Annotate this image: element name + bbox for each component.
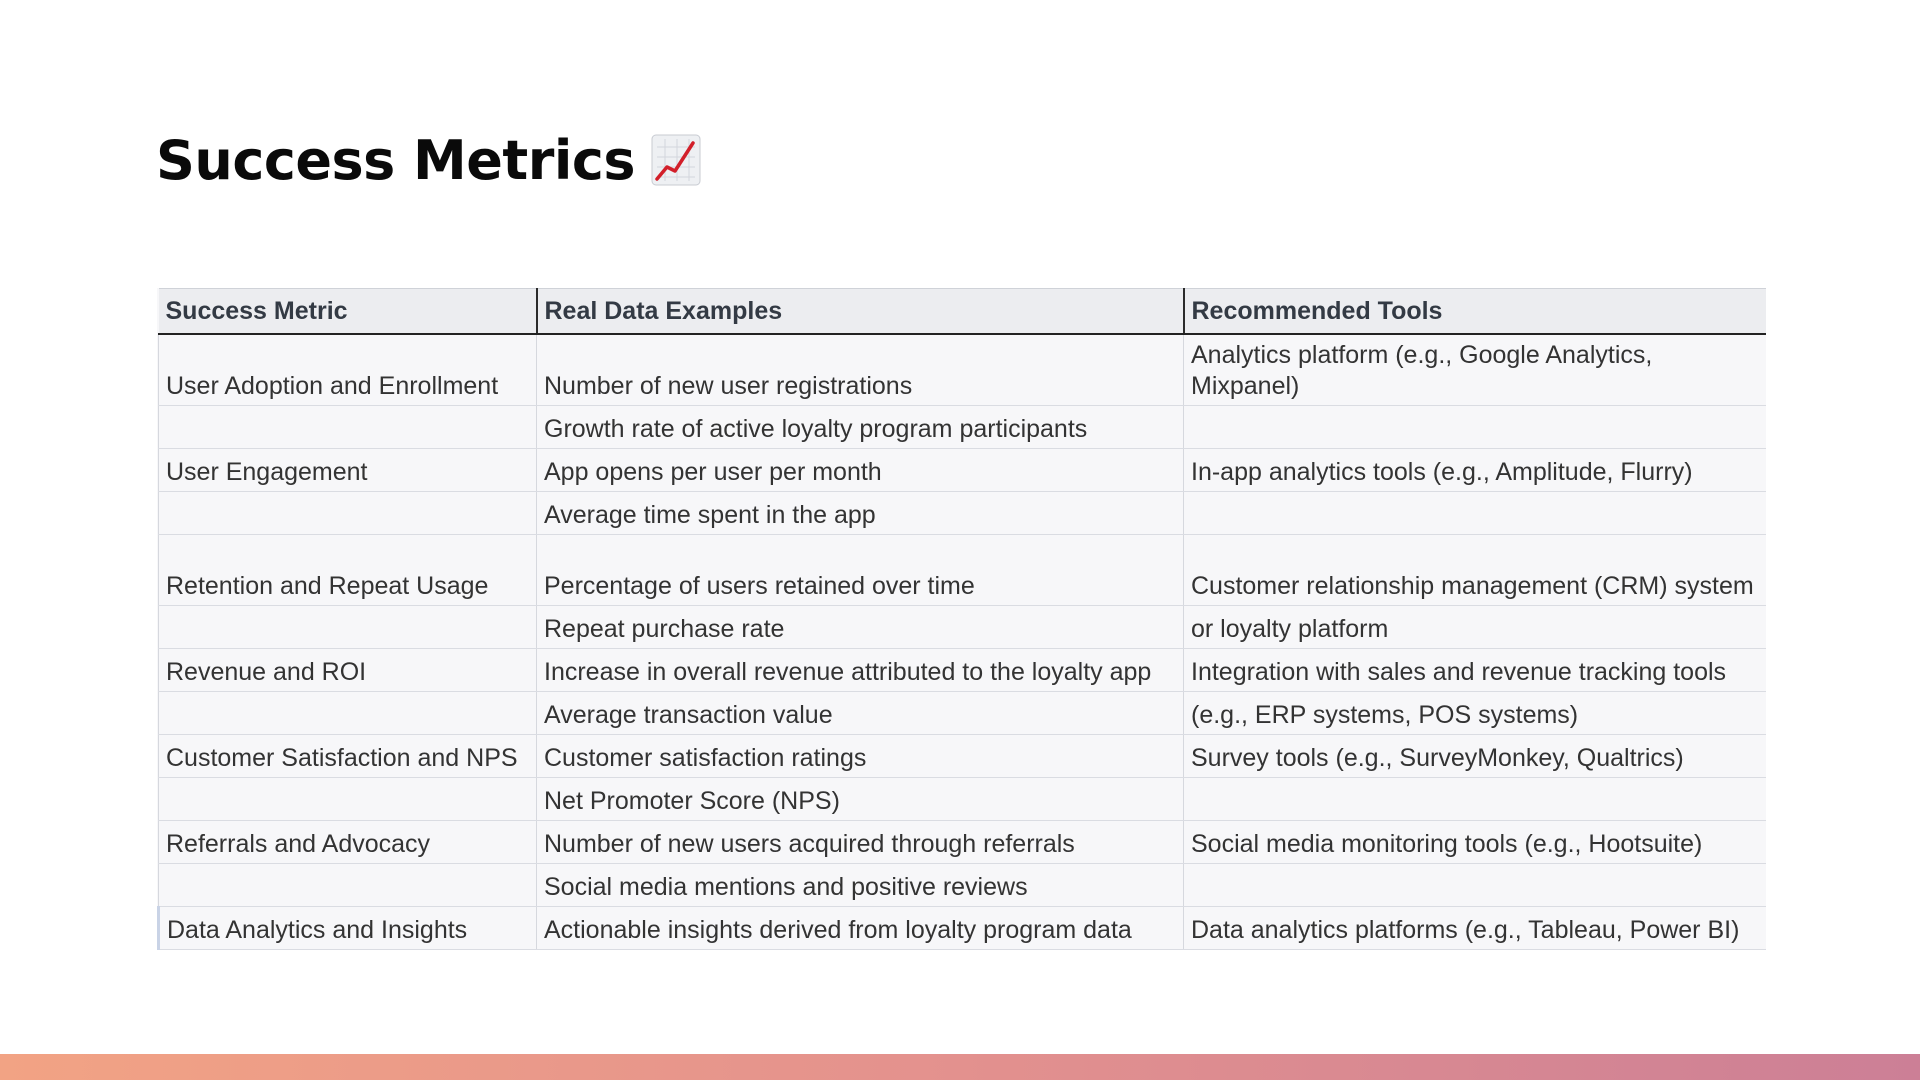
metric-cell: Customer Satisfaction and NPS: [159, 735, 537, 778]
table-header-row: [159, 289, 1766, 335]
metric-cell: Referrals and Advocacy: [159, 821, 537, 864]
example-cell: Customer satisfaction ratings: [537, 735, 1184, 778]
table-row: [159, 406, 1766, 449]
metric-cell: [159, 778, 537, 821]
tool-cell: (e.g., ERP systems, POS systems): [1184, 692, 1766, 735]
table-row: [159, 864, 1766, 907]
example-cell: Net Promoter Score (NPS): [537, 778, 1184, 821]
example-cell: App opens per user per month: [537, 449, 1184, 492]
table-row: [159, 735, 1766, 778]
tool-cell: In-app analytics tools (e.g., Amplitude, Flurry): [1184, 449, 1766, 492]
table-row: [159, 334, 1766, 406]
example-cell: Number of new users acquired through referrals: [537, 821, 1184, 864]
table-row: [159, 449, 1766, 492]
tool-cell: Social media monitoring tools (e.g., Hootsuite): [1184, 821, 1766, 864]
header-recommended-tools: Recommended Tools: [1184, 289, 1766, 335]
metric-cell: Retention and Repeat Usage: [159, 535, 537, 606]
metric-cell: User Engagement: [159, 449, 537, 492]
tool-cell: [1184, 492, 1766, 535]
table-row: [159, 907, 1766, 950]
metric-cell: [159, 492, 537, 535]
tool-cell: Survey tools (e.g., SurveyMonkey, Qualtrics): [1184, 735, 1766, 778]
tool-cell: Analytics platform (e.g., Google Analytics, Mixpanel): [1184, 334, 1766, 406]
example-cell: Percentage of users retained over time: [537, 535, 1184, 606]
tool-cell: Data analytics platforms (e.g., Tableau, Power BI): [1184, 907, 1766, 950]
example-cell: Number of new user registrations: [537, 334, 1184, 406]
example-cell: Increase in overall revenue attributed to the loyalty app: [537, 649, 1184, 692]
tool-cell: [1184, 406, 1766, 449]
example-cell: Actionable insights derived from loyalty program data: [537, 907, 1184, 950]
table-row: [159, 535, 1766, 606]
table-row: [159, 821, 1766, 864]
header-success-metric: Success Metric: [159, 289, 537, 335]
accent-gradient-bar: [0, 1054, 1920, 1080]
chart-increasing-icon: [651, 133, 701, 187]
example-cell: Average time spent in the app: [537, 492, 1184, 535]
example-cell: Average transaction value: [537, 692, 1184, 735]
table-row: [159, 606, 1766, 649]
table-row: [159, 778, 1766, 821]
table-row: [159, 492, 1766, 535]
tool-cell: [1184, 864, 1766, 907]
tool-cell: Customer relationship management (CRM) system: [1184, 535, 1766, 606]
table-row: [159, 649, 1766, 692]
tool-cell: Integration with sales and revenue tracking tools: [1184, 649, 1766, 692]
metric-cell: [159, 692, 537, 735]
example-cell: Repeat purchase rate: [537, 606, 1184, 649]
title-row: [156, 120, 701, 200]
example-cell: Social media mentions and positive reviews: [537, 864, 1184, 907]
metric-cell: User Adoption and Enrollment: [159, 334, 537, 406]
metric-cell: Data Analytics and Insights: [159, 907, 537, 950]
metric-cell: [159, 864, 537, 907]
metric-cell: [159, 406, 537, 449]
tool-cell: [1184, 778, 1766, 821]
metrics-table-container: [157, 288, 1764, 950]
metric-cell: Revenue and ROI: [159, 649, 537, 692]
metrics-table: [157, 288, 1766, 950]
header-real-data-examples: Real Data Examples: [537, 289, 1184, 335]
tool-cell: or loyalty platform: [1184, 606, 1766, 649]
table-row: [159, 692, 1766, 735]
page-title: Success Metrics: [156, 128, 636, 192]
metric-cell: [159, 606, 537, 649]
example-cell: Growth rate of active loyalty program participants: [537, 406, 1184, 449]
